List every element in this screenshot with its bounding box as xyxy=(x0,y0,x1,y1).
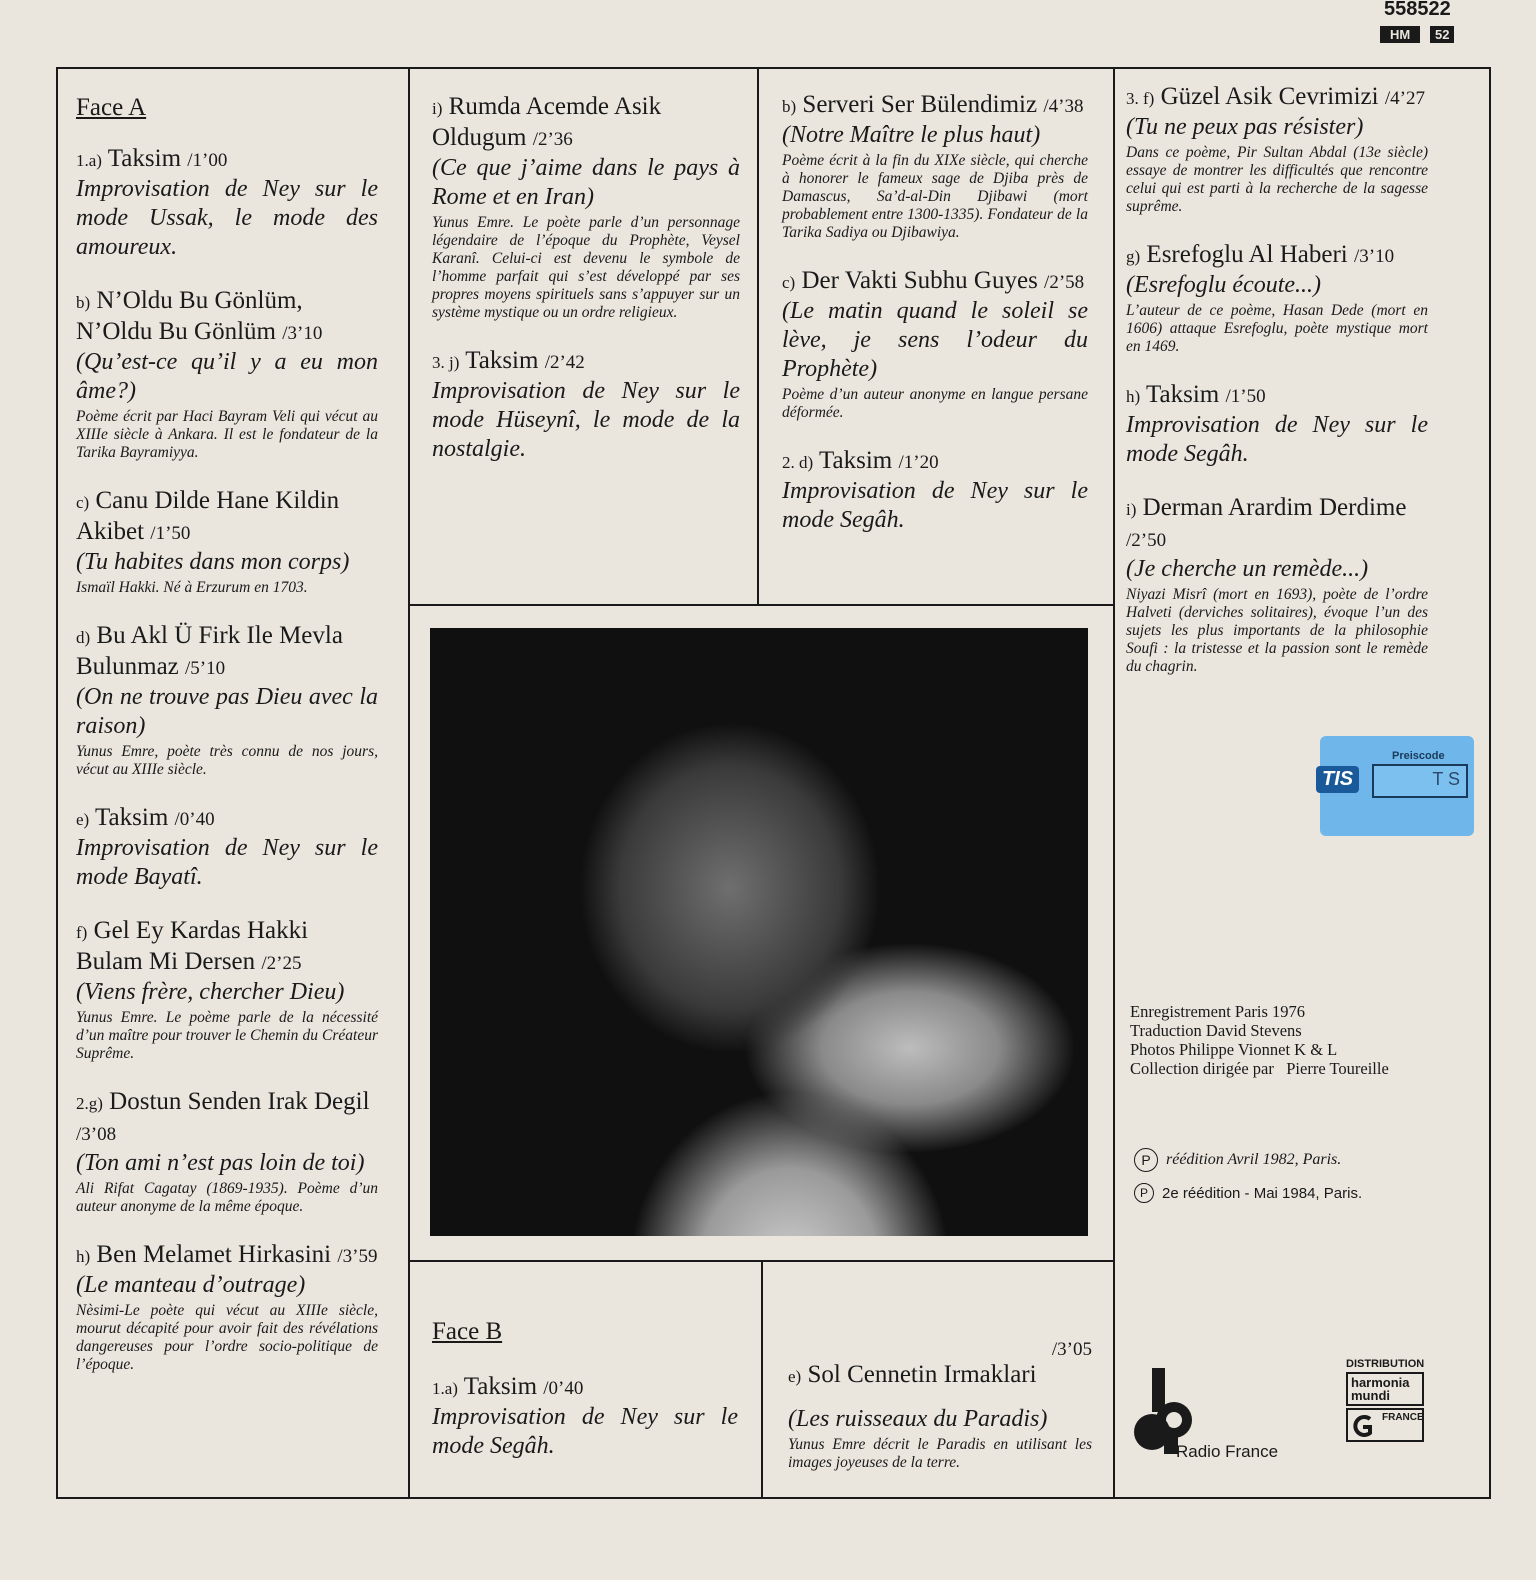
track-title: Ben Melamet Hirkasini xyxy=(96,1241,332,1268)
sticker-label: Preiscode xyxy=(1392,750,1445,762)
track-translation: (Le manteau d’outrage) xyxy=(76,1272,306,1298)
track-translation: (On ne trouve pas Dieu avec la raison) xyxy=(76,684,378,739)
face-a-heading: Face A xyxy=(76,94,147,121)
harmonia-mundi-logo xyxy=(1346,1358,1426,1442)
track-title: Sol Cennetin Irmaklari xyxy=(807,1361,1037,1388)
track-translation: Improvisation de Ney sur le mode Segâh. xyxy=(782,478,1088,533)
track-note: L’auteur de ce poème, Hasan Dede (mort en 1606) attaque Esrefoglu, poète mystique mort en 1469. xyxy=(1126,302,1428,355)
track-prefix: g) xyxy=(1126,247,1141,266)
track-entry xyxy=(432,346,740,464)
track-translation: Improvisation de Ney sur le mode Hüseynî, le mode de la nostalgie. xyxy=(432,378,740,462)
face-b-track-title xyxy=(432,1372,738,1403)
face-b-heading: Face B xyxy=(432,1318,503,1345)
track-entry xyxy=(76,144,378,262)
track-translation: Improvisation de Ney sur le mode Segâh. xyxy=(432,1404,738,1459)
phonogram-icon: P xyxy=(1134,1148,1158,1172)
track-duration: /3’10 xyxy=(282,323,323,344)
track-duration: /0’40 xyxy=(543,1378,584,1399)
track-duration: /3’08 xyxy=(76,1124,117,1145)
divider-v3 xyxy=(1113,67,1115,1499)
credit-line: Collection dirigée par Pierre Toureille xyxy=(1130,1059,1389,1078)
track-translation: (Les ruisseaux du Paradis) xyxy=(788,1406,1048,1432)
track-duration: /2’42 xyxy=(544,352,585,373)
track-title-row xyxy=(1126,240,1428,271)
track-note: Yunus Emre. Le poète parle d’un personnage légendaire de l’époque du Prophète, Veysel Karanî. Celui-ci est devenu le symbole de l’homme parfait qui s’est développé par ses propres moyens spirituels sans s’appuyer sur un système mystique ou un ordre religieux. xyxy=(432,214,740,321)
reissue-1984 xyxy=(1134,1183,1362,1203)
track-title-row xyxy=(76,486,378,548)
track-note: Yunus Emre décrit le Paradis en utilisant les images joyeuses de la terre. xyxy=(788,1436,1092,1471)
track-title: Bu Akl Ü Firk Ile Mevla Bulunmaz xyxy=(76,622,343,680)
track-title-row xyxy=(76,286,378,348)
track-entry xyxy=(76,486,378,597)
hm-line-2: mundi xyxy=(1351,1388,1390,1403)
hm-box xyxy=(1346,1372,1424,1406)
hm-line-1: harmonia xyxy=(1351,1375,1410,1390)
track-entry xyxy=(76,1087,378,1216)
track-title-row xyxy=(782,266,1088,297)
track-prefix: 2. d) xyxy=(782,453,814,472)
column-4 xyxy=(1126,82,1428,700)
track-entry xyxy=(76,1240,378,1374)
track-duration: /2’50 xyxy=(1126,530,1167,551)
track-entry xyxy=(782,266,1088,422)
divider-v-bottom xyxy=(761,1260,763,1499)
track-translation: Improvisation de Ney sur le mode Ussak, le mode des amoureux. xyxy=(76,176,378,260)
track-note: Niyazi Misrî (mort en 1693), poète de l’ordre Halveti (derviches solitaires), évoque l’un des sujets les plus importants de la philosophie Soufi : la tristesse et la passion sont le remède du chagrin. xyxy=(1126,586,1428,675)
track-prefix: h) xyxy=(76,1247,91,1266)
track-note: Yunus Emre. Le poème parle de la nécessité d’un maître pour trouver le Chemin du Créateur Suprême. xyxy=(76,1009,378,1062)
track-title: Rumda Acemde Asik Oldugum xyxy=(432,93,662,151)
track-translation: (Esrefoglu écoute...) xyxy=(1126,272,1322,298)
track-duration: /2’36 xyxy=(532,129,573,150)
track-title-row xyxy=(76,916,378,978)
reissue-1982 xyxy=(1134,1148,1341,1172)
hm-text xyxy=(1351,1376,1419,1402)
phonogram-icon: P xyxy=(1134,1183,1154,1203)
track-title: Gel Ey Kardas Hakki Bulam Mi Dersen xyxy=(76,917,309,975)
face-a-tracklist xyxy=(76,144,378,1374)
radio-france-text: Radio France xyxy=(1176,1442,1279,1461)
track-duration: /2’58 xyxy=(1044,272,1085,293)
column-3-tracklist xyxy=(782,90,1088,535)
credit-line: Enregistrement Paris 1976 xyxy=(1130,1002,1306,1021)
track-title-row xyxy=(76,144,378,175)
track-note: Dans ce poème, Pir Sultan Abdal (13e siècle) essaye de montrer les difficultés que rencontre celui qui est parti à la recherche de la sagesse suprême. xyxy=(1126,144,1428,215)
track-prefix: c) xyxy=(782,273,796,292)
track-entry xyxy=(76,286,378,462)
track-translation: Improvisation de Ney sur le mode Bayatî. xyxy=(76,835,378,890)
track-entry xyxy=(782,446,1088,535)
track-title: Taksim xyxy=(463,1373,538,1400)
track-note: Yunus Emre, poète très connu de nos jours, vécut au XIIIe siècle. xyxy=(76,743,378,778)
reissue-1982-text: réédition Avril 1982, Paris. xyxy=(1166,1151,1342,1168)
track-title: Esrefoglu Al Haberi xyxy=(1146,241,1348,268)
track-prefix: 1.a) xyxy=(76,151,102,170)
bottom-mid-column xyxy=(788,1340,1092,1472)
track-prefix: f) xyxy=(76,923,88,942)
price-sticker xyxy=(1320,736,1474,836)
track-prefix: 3. f) xyxy=(1126,89,1155,108)
track-prefix: b) xyxy=(782,97,797,116)
track-translation: (Tu habites dans mon corps) xyxy=(76,549,350,575)
track-title: Taksim xyxy=(95,804,169,831)
credit-line: Traduction David Stevens xyxy=(1130,1021,1302,1040)
credit-line: Photos Philippe Vionnet K & L xyxy=(1130,1040,1338,1059)
track-title-row xyxy=(782,90,1088,121)
column-2-tracklist xyxy=(432,92,740,464)
track-prefix: c) xyxy=(76,493,90,512)
track-title-row xyxy=(76,803,378,834)
track-duration: /5’10 xyxy=(185,658,226,679)
track-title: Taksim xyxy=(107,145,182,172)
track-title: Taksim xyxy=(1145,381,1220,408)
track-translation: (Ce que j’aime dans le pays à Rome et en Iran) xyxy=(432,155,740,210)
track-title: Serveri Ser Bülendimiz xyxy=(802,91,1038,118)
column-3 xyxy=(782,90,1088,559)
track-note: Nèsimi-Le poète qui vécut au XIIIe siècle, mourut décapité pour avoir fait des révélations dangereuses pour l’ordre socio-politique de l’époque. xyxy=(76,1302,378,1373)
track-entry xyxy=(1126,380,1428,469)
track-duration: /4’38 xyxy=(1043,96,1084,117)
france-swirl-icon xyxy=(1352,1415,1374,1437)
divider-h-top xyxy=(408,604,1115,606)
track-prefix: h) xyxy=(1126,387,1141,406)
track-entry xyxy=(76,803,378,892)
track-translation: (Ton ami n’est pas loin de toi) xyxy=(76,1150,365,1176)
track-translation: (Le matin quand le soleil se lève, je sens l’odeur du Prophète) xyxy=(782,298,1088,382)
track-title: Güzel Asik Cevrimizi xyxy=(1160,83,1379,110)
column-4-tracklist xyxy=(1126,82,1428,676)
track-prefix: i) xyxy=(432,99,443,118)
track-entry xyxy=(782,90,1088,242)
track-entry xyxy=(76,621,378,779)
track-duration: /1’50 xyxy=(1225,386,1266,407)
track-title: Dostun Senden Irak Degil xyxy=(109,1088,370,1115)
track-title-row xyxy=(782,446,1088,477)
track-note: Poème écrit par Haci Bayram Veli qui vécut au XIIIe siècle à Ankara. Il est le fondateur de la Tarika Bayramiyya. xyxy=(76,408,378,461)
track-prefix: 3. j) xyxy=(432,353,460,372)
track-translation: (Qu’est-ce qu’il y a eu mon âme?) xyxy=(76,349,378,404)
track-entry xyxy=(1126,493,1428,676)
track-title-row xyxy=(432,92,740,154)
track-entry xyxy=(432,92,740,322)
track-title-row xyxy=(788,1340,1092,1391)
track-title-row xyxy=(76,621,378,683)
track-note: Ali Rifat Cagatay (1869-1935). Poème d’un auteur anonyme de la même époque. xyxy=(76,1180,378,1215)
track-entry xyxy=(1126,82,1428,216)
track-title-row xyxy=(1126,82,1428,113)
track-duration: /3’05 xyxy=(1051,1339,1092,1360)
track-translation: (Tu ne peux pas résister) xyxy=(1126,114,1364,140)
track-title-row xyxy=(1126,380,1428,411)
track-prefix: 2.g) xyxy=(76,1094,103,1113)
catalog-badge-hm: HM xyxy=(1380,26,1420,43)
track-translation: (Je cherche un remède...) xyxy=(1126,556,1369,582)
track-duration: /3’59 xyxy=(337,1246,378,1267)
track-prefix: 1.a) xyxy=(432,1379,458,1398)
track-duration: /4’27 xyxy=(1384,88,1425,109)
france-text: FRANCE xyxy=(1382,1412,1424,1423)
track-title-row xyxy=(1126,493,1428,555)
track-prefix: i) xyxy=(1126,500,1137,519)
divider-v2 xyxy=(757,67,759,605)
track-prefix: b) xyxy=(76,293,91,312)
catalog-number: 558522 xyxy=(1384,0,1451,20)
track-translation: (Notre Maître le plus haut) xyxy=(782,122,1041,148)
artist-photo xyxy=(430,628,1088,1236)
track-duration: /3’10 xyxy=(1354,246,1395,267)
track-title-row xyxy=(76,1240,378,1271)
distribution-label: DISTRIBUTION xyxy=(1346,1358,1425,1370)
column-2 xyxy=(432,92,740,488)
track-prefix: e) xyxy=(76,810,90,829)
credits-block xyxy=(1130,1002,1460,1078)
track-prefix: d) xyxy=(76,628,91,647)
track-prefix: e) xyxy=(788,1367,802,1386)
catalog-badge-52: 52 xyxy=(1430,26,1454,43)
track-translation: Improvisation de Ney sur le mode Segâh. xyxy=(1126,412,1428,467)
track-title: Taksim xyxy=(818,447,893,474)
track-title: Der Vakti Subhu Guyes xyxy=(801,267,1038,294)
radio-france-logo xyxy=(1130,1368,1290,1468)
track-title: Taksim xyxy=(465,347,539,374)
face-a-column xyxy=(76,94,378,1398)
reissue-1984-text: 2e réédition - Mai 1984, Paris. xyxy=(1162,1184,1363,1202)
face-b-column xyxy=(432,1318,738,1461)
track-note: Poème d’un auteur anonyme en langue persane déformée. xyxy=(782,386,1088,421)
track-title: Canu Dilde Hane Kildin Akibet xyxy=(76,487,340,545)
track-duration: /2’25 xyxy=(261,953,302,974)
france-box xyxy=(1346,1408,1424,1442)
divider-v1 xyxy=(408,67,410,1499)
tis-logo: TIS xyxy=(1316,766,1359,793)
track-title-row xyxy=(432,346,740,377)
track-duration: /1’50 xyxy=(150,523,191,544)
sticker-box xyxy=(1372,764,1468,798)
track-note: Poème écrit à la fin du XIXe siècle, qui cherche à honorer le fameux sage de Djiba près de Damascus, Sa’d-al-Din Djibawi (mort probablement entre 1300-1335). Fondateur de la Tarika Sadiya ou Djibawiya. xyxy=(782,152,1088,241)
track-title: N’Oldu Bu Gönlüm, N’Oldu Bu Gönlüm xyxy=(76,287,303,345)
track-duration: /0’40 xyxy=(174,809,215,830)
track-duration: /1’00 xyxy=(187,150,228,171)
sticker-code: T S xyxy=(1432,769,1460,789)
track-translation: (Viens frère, chercher Dieu) xyxy=(76,979,345,1005)
track-entry xyxy=(76,916,378,1063)
track-title: Derman Arardim Derdime xyxy=(1142,494,1407,521)
track-duration: /1’20 xyxy=(898,452,939,473)
track-entry xyxy=(1126,240,1428,356)
track-note: Ismaïl Hakki. Né à Erzurum en 1703. xyxy=(76,579,308,596)
track-title-row xyxy=(76,1087,378,1149)
